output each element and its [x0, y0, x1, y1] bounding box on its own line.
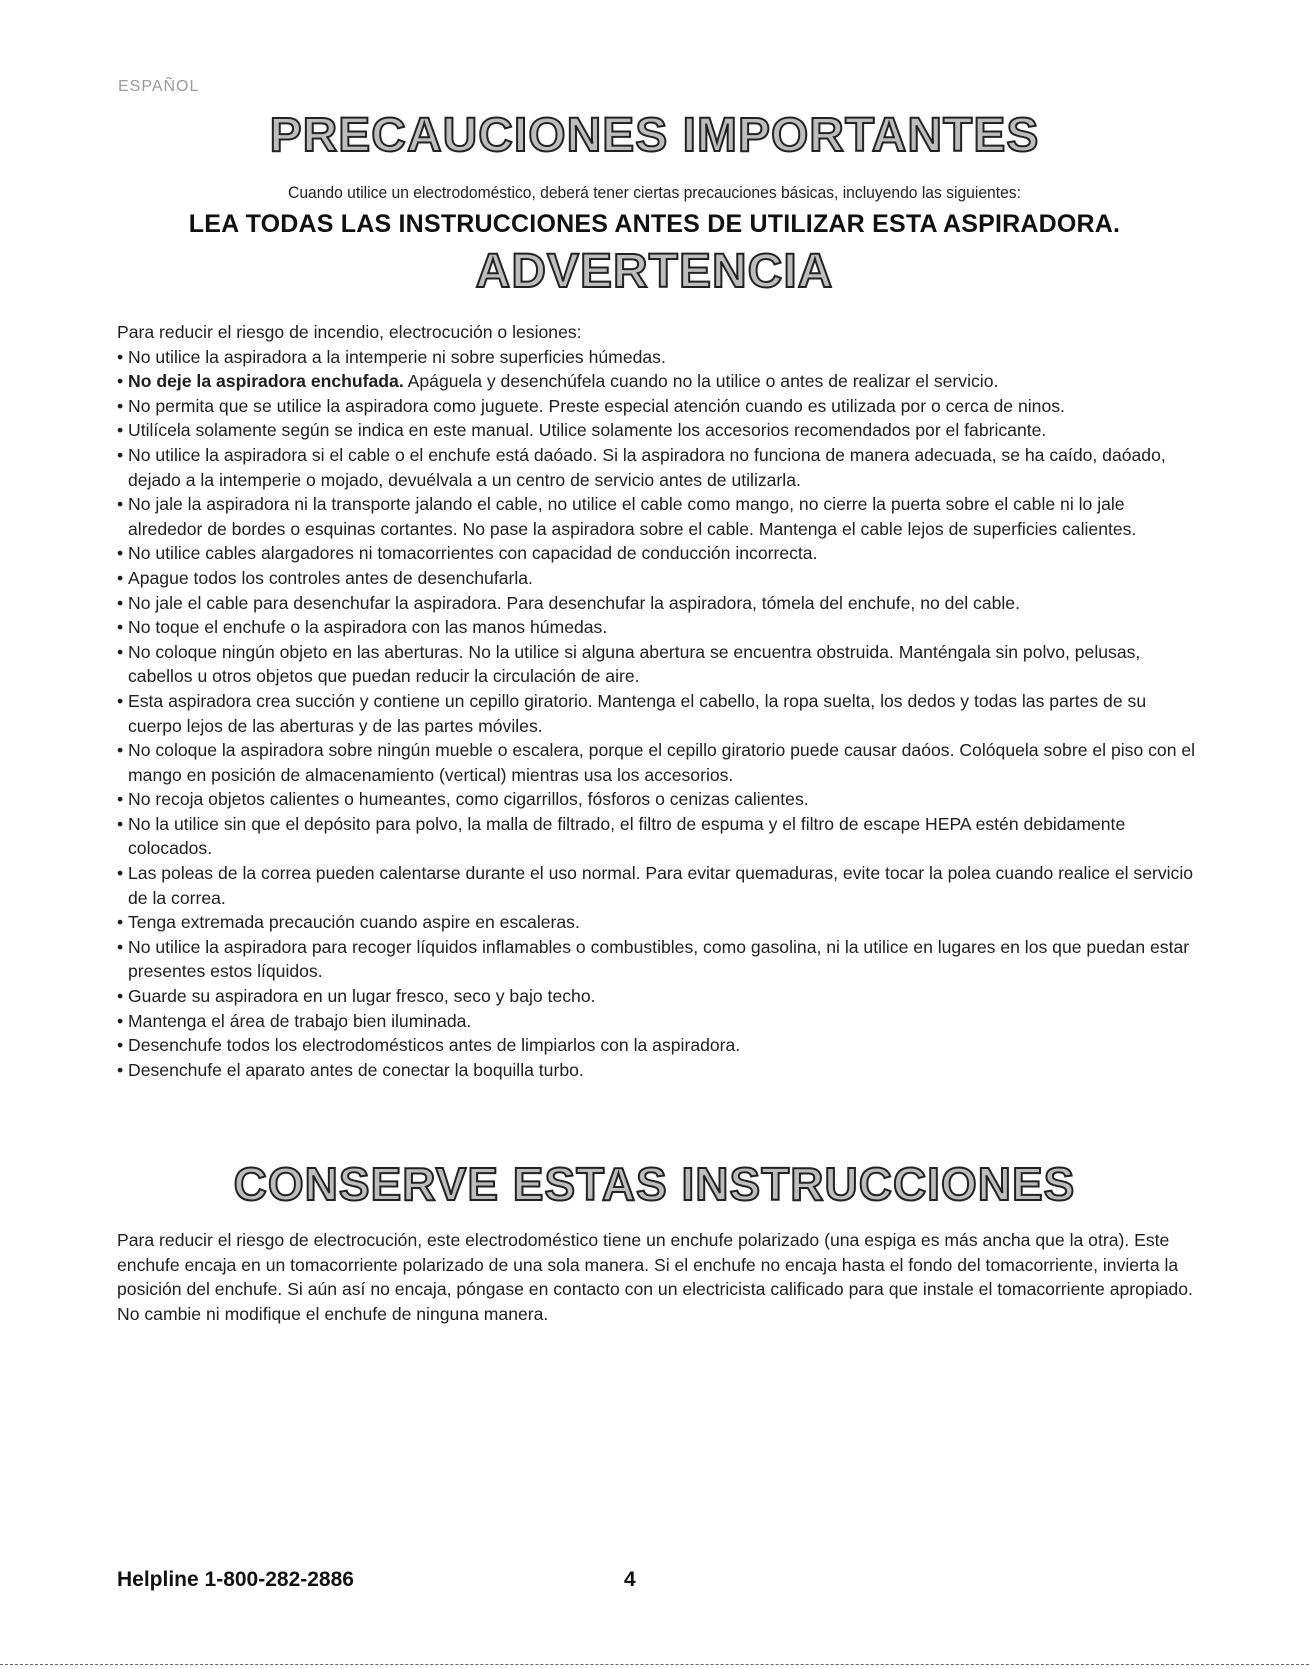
- warning-heading: ADVERTENCIA: [475, 245, 834, 298]
- warning-item-text: No coloque la aspiradora sobre ningún mueble o escalera, porque el cepillo giratorio puede causar daóos. Colóquela sobre el piso con el mango en posición de almacenamiento (vertical) mientras usa los accesorios.: [128, 740, 1196, 785]
- warning-item: [117, 566, 1197, 591]
- warning-item-text: Las poleas de la correa pueden calentarse durante el uso normal. Para evitar quemaduras, evite tocar la polea cuando realice el servicio de la correa.: [128, 863, 1194, 908]
- warning-item: [117, 689, 1197, 738]
- warning-section: [117, 320, 1197, 1082]
- conserve-heading: CONSERVE ESTAS INSTRUCCIONES: [233, 1158, 1076, 1210]
- warning-item-text: No utilice la aspiradora para recoger líquidos inflamables o combustibles, como gasolina, ni la utilice en lugares en los que puedan estar presentes estos líquidos.: [128, 936, 1190, 982]
- warning-item: [117, 861, 1197, 910]
- warning-item: [117, 394, 1197, 419]
- warning-item: [117, 1058, 1197, 1083]
- warning-item: [117, 1033, 1197, 1058]
- read-all-instructions: LEA TODAS LAS INSTRUCCIONES ANTES DE UTILIZAR ESTA ASPIRADORA.: [188, 210, 1121, 238]
- warning-item: [117, 640, 1197, 689]
- warning-item-text: Apáguela y desenchúfela cuando no la utilice o antes de realizar el servicio.: [403, 371, 999, 392]
- warning-item: [117, 492, 1197, 541]
- warning-item-text: No coloque ningún objeto en las aberturas. No la utilice si alguna abertura se encuentra obstruida. Manténgala sin polvo, pelusas, cabellos u otros objetos que puedan reducir la circulación de aire.: [128, 641, 1141, 687]
- warning-item-text: No toque el enchufe o la aspiradora con las manos húmedas.: [128, 617, 608, 638]
- warning-item: [117, 369, 1197, 394]
- language-label: ESPAÑOL: [118, 78, 200, 95]
- warning-item: [117, 1009, 1197, 1034]
- warning-item-text: Tenga extremada precaución cuando aspire en escaleras.: [128, 912, 580, 933]
- warning-item-text: No utilice la aspiradora si el cable o el enchufe está daóado. Si la aspiradora no funciona de manera adecuada, se ha caído, daóado, dejado a la intemperie o mojado, devuélvala a un centro de servicio antes de utilizarla.: [128, 444, 1166, 490]
- warning-item-text: Mantenga el área de trabajo bien iluminada.: [128, 1010, 472, 1031]
- helpline-number: Helpline 1-800-282-2886: [117, 1568, 354, 1591]
- warning-item: [117, 541, 1197, 566]
- scan-edge-divider: [0, 1664, 1309, 1665]
- warning-item: [117, 591, 1197, 616]
- warning-item: [117, 935, 1197, 984]
- warning-item: [117, 615, 1197, 640]
- warning-item-text: Guarde su aspiradora en un lugar fresco, seco y bajo techo.: [128, 986, 596, 1007]
- warning-item-text: No permita que se utilice la aspiradora como juguete. Preste especial atención cuando es utilizada por o cerca de ninos.: [128, 395, 1065, 416]
- warning-item-text: No utilice la aspiradora a la intemperie ni sobre superficies húmedas.: [128, 346, 666, 367]
- warning-item: [117, 345, 1197, 370]
- warning-item: [117, 418, 1197, 443]
- page-number: 4: [624, 1568, 636, 1591]
- warning-item-text: No jale la aspiradora ni la transporte jalando el cable, no utilice el cable como mango, no cierre la puerta sobre el cable ni lo jale alrededor de bordes o esquinas cortantes. No pase la aspiradora sobre el cable. Mantenga el cable lejos de superficies calientes.: [128, 494, 1137, 539]
- warning-item-text: Desenchufe todos los electrodomésticos antes de limpiarlos con la aspiradora.: [128, 1035, 741, 1056]
- warning-lead: Para reducir el riesgo de incendio, electrocución o lesiones:: [117, 322, 582, 342]
- warning-item: [117, 910, 1197, 935]
- warning-item-text: Apague todos los controles antes de desenchufarla.: [128, 567, 533, 588]
- warning-item: [117, 812, 1197, 861]
- warning-item-text: Utilícela solamente según se indica en este manual. Utilice solamente los accesorios recomendados por el fabricante.: [128, 420, 1047, 441]
- warning-item-text: Esta aspiradora crea succión y contiene un cepillo giratorio. Mantenga el cabello, la ropa suelta, los dedos y todas las partes de su cuerpo lejos de las aberturas y de las partes móviles.: [128, 690, 1147, 736]
- intro-text: Cuando utilice un electrodoméstico, deberá tener ciertas precauciones básicas, incluyendo las siguientes:: [288, 183, 1021, 202]
- warning-item: [117, 984, 1197, 1009]
- warning-item-text: No la utilice sin que el depósito para polvo, la malla de filtrado, el filtro de espuma y el filtro de escape HEPA estén debidamente colocados.: [128, 813, 1126, 859]
- warning-item-text: No recoja objetos calientes o humeantes, como cigarrillos, fósforos o cenizas calientes.: [128, 789, 809, 810]
- warning-item-emphasis: No deje la aspiradora enchufada.: [128, 371, 404, 392]
- warning-item: [117, 787, 1197, 812]
- warning-item-text: No utilice cables alargadores ni tomacorrientes con capacidad de conducción incorrecta.: [128, 543, 818, 564]
- warning-list: [117, 345, 1197, 1083]
- page-title: PRECAUCIONES IMPORTANTES: [269, 109, 1040, 162]
- warning-item-text: No jale el cable para desenchufar la aspiradora. Para desenchufar la aspiradora, tómela del enchufe, no del cable.: [128, 592, 1020, 613]
- warning-item: [117, 738, 1197, 787]
- polarized-plug-paragraph: Para reducir el riesgo de electrocución, este electrodoméstico tiene un enchufe polarizado (una espiga es más ancha que la otra). Este enchufe encaja en un tomacorriente polarizado de una sola manera. Si el enchufe no encaja hasta el fondo del tomacorriente, invierta la posición del enchufe. Si aún así no encaja, póngase en contacto con un electricista calificado para que instale el tomacorriente apropiado. No cambie ni modifique el enchufe de ninguna manera.: [117, 1230, 1193, 1324]
- warning-item: [117, 443, 1197, 492]
- warning-item-text: Desenchufe el aparato antes de conectar la boquilla turbo.: [128, 1059, 584, 1080]
